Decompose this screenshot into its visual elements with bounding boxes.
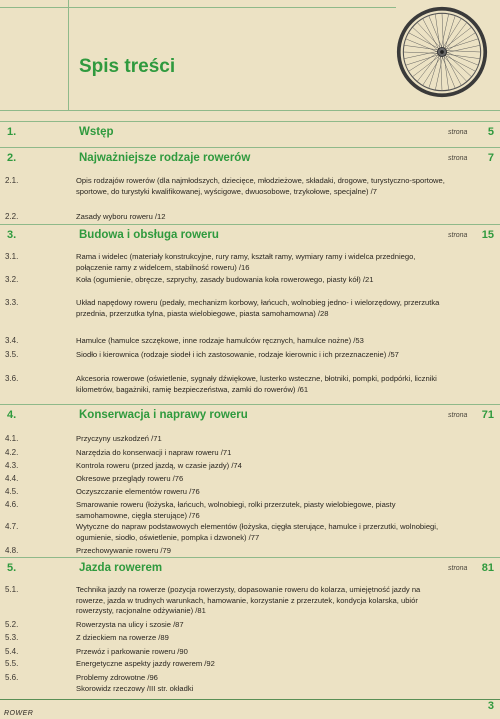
section-page-number: 5 bbox=[487, 126, 494, 138]
section-number: 4. bbox=[7, 409, 17, 421]
section-page-number: 71 bbox=[481, 409, 494, 421]
subsection-number: 4.8. bbox=[5, 546, 19, 555]
subsection-entry: Technika jazdy na rowerze (pozycja rowerzysty, dopasowanie roweru do kolarza, umiejętność jazdy na rowerze, jazda w trudnych warunkach, hamowanie, korzystanie z przerzutek, kondycja kolarska, ubiór rowerzysty, racjonalne odżywianie) /81 bbox=[76, 585, 421, 616]
section-divider bbox=[0, 557, 500, 558]
section-title: Budowa i obsługa roweru bbox=[79, 229, 219, 241]
subsection-entry: Opis rodzajów rowerów (dla najmłodszych, dziecięce, młodzieżowe, składaki, drogowe, turystyczno-sportowe, sportowe, do turystyki kwalifikowanej, wyścigowe, dwuosobowe, trzykołowe, specjalne) /7 bbox=[76, 176, 445, 196]
subsection-number: 3.5. bbox=[5, 350, 19, 359]
subsection-number: 3.4. bbox=[5, 336, 19, 345]
subsection-number: 5.2. bbox=[5, 620, 19, 629]
subsection-number: 4.5. bbox=[5, 487, 19, 496]
subsection-entry: Oczyszczanie elementów roweru /76 bbox=[76, 487, 200, 496]
subsection-number: 3.3. bbox=[5, 298, 19, 307]
section-title: Wstęp bbox=[79, 126, 114, 138]
subsection-entry: Narzędzia do konserwacji i napraw roweru /71 bbox=[76, 448, 232, 457]
subsection-entry: Przewóz i parkowanie roweru /90 bbox=[76, 647, 188, 656]
section-number: 3. bbox=[7, 229, 17, 241]
subsection-entry: Energetyczne aspekty jazdy rowerem /92 bbox=[76, 659, 215, 668]
subsection-entry: Akcesoria rowerowe (oświetlenie, sygnały dźwiękowe, lusterko wsteczne, błotniki, pompki, podpórki, liczniki kilometrów, bagażniki, ramię bezpieczeństwa, zamki do rowerów) /61 bbox=[76, 374, 437, 394]
subsection-entry: Smarowanie roweru (łożyska, łańcuch, wolnobiegi, rolki przerzutek, piasty wielobiegowe, piasty samohamowne, cięgła sterujące) /76 bbox=[76, 500, 396, 520]
subsection-entry: Rama i widelec (materiały konstrukcyjne, rury ramy, kształt ramy, wymiary ramy i widelca przedniego, połączenie ramy z widelcem, stabilność roweru) /16 bbox=[76, 252, 416, 272]
section-divider bbox=[0, 121, 500, 122]
header-top-rule bbox=[0, 7, 396, 8]
section-divider bbox=[0, 147, 500, 148]
section-number: 5. bbox=[7, 562, 17, 574]
subsection-entry: Przechowywanie roweru /79 bbox=[76, 546, 171, 555]
subsection-number: 2.2. bbox=[5, 212, 19, 221]
subsection-entry: Wytyczne do napraw podstawowych elementów (łożyska, cięgła sterujące, hamulce i przerzutki, wolnobiegi, ogumienie, siodło, oświetlenie, pompka i dzwonek) /77 bbox=[76, 522, 439, 542]
section-page-number: 81 bbox=[481, 562, 494, 574]
section-title: Konserwacja i naprawy roweru bbox=[79, 409, 248, 421]
bicycle-wheel-icon bbox=[396, 6, 488, 98]
page-label: strona bbox=[448, 565, 468, 572]
subsection-number: 4.2. bbox=[5, 448, 19, 457]
subsection-entry: Przyczyny uszkodzeń /71 bbox=[76, 434, 162, 443]
subsection-entry: Okresowe przeglądy roweru /76 bbox=[76, 474, 184, 483]
subsection-entry: Skorowidz rzeczowy /III str. okładki bbox=[76, 684, 194, 693]
page-label: strona bbox=[448, 232, 468, 239]
subsection-entry: Siodło i kierownica (rodzaje siodeł i ich zastosowanie, rodzaje kierownic i ich przeznaczenie) /57 bbox=[76, 350, 399, 359]
section-title: Jazda rowerem bbox=[79, 562, 163, 574]
subsection-number: 2.1. bbox=[5, 176, 19, 185]
page-label: strona bbox=[448, 129, 468, 136]
subsection-entry: Z dzieckiem na rowerze /89 bbox=[76, 633, 169, 642]
subsection-number: 3.1. bbox=[5, 252, 19, 261]
page-label: strona bbox=[448, 155, 468, 162]
subsection-number: 5.4. bbox=[5, 647, 19, 656]
subsection-number: 3.6. bbox=[5, 374, 19, 383]
subsection-number: 4.4. bbox=[5, 474, 19, 483]
section-title: Najważniejsze rodzaje rowerów bbox=[79, 152, 251, 164]
subsection-entry: Problemy zdrowotne /96 bbox=[76, 673, 158, 682]
subsection-number: 4.6. bbox=[5, 500, 19, 509]
footer-label: ROWER bbox=[4, 710, 34, 717]
subsection-entry: Hamulce (hamulce szczękowe, inne rodzaje hamulców ręcznych, hamulce nożne) /53 bbox=[76, 336, 364, 345]
section-divider bbox=[0, 404, 500, 405]
header-vertical-rule bbox=[68, 0, 69, 110]
subsection-number: 5.6. bbox=[5, 673, 19, 682]
subsection-entry: Koła (ogumienie, obręcze, szprychy, zasady budowania koła rowerowego, piasty kół) /21 bbox=[76, 275, 374, 284]
page-title: Spis treści bbox=[79, 56, 176, 77]
section-page-number: 15 bbox=[481, 229, 494, 241]
subsection-number: 5.3. bbox=[5, 633, 19, 642]
section-number: 2. bbox=[7, 152, 17, 164]
subsection-number: 4.3. bbox=[5, 461, 19, 470]
footer-rule bbox=[0, 699, 500, 700]
header-bottom-rule bbox=[0, 110, 500, 111]
section-number: 1. bbox=[7, 126, 17, 138]
section-page-number: 7 bbox=[487, 152, 494, 164]
subsection-number: 3.2. bbox=[5, 275, 19, 284]
subsection-entry: Zasady wyboru roweru /12 bbox=[76, 212, 166, 221]
footer-page-number: 3 bbox=[487, 700, 494, 712]
subsection-entry: Układ napędowy roweru (pedały, mechanizm korbowy, łańcuch, wolnobieg jedno- i wielorzędowy, przerzutka przednia, przerzutka tylna, piasta wielobiegowe, piasta samohamowna) /28 bbox=[76, 298, 440, 318]
page-label: strona bbox=[448, 412, 468, 419]
subsection-number: 4.1. bbox=[5, 434, 19, 443]
subsection-number: 5.5. bbox=[5, 659, 19, 668]
subsection-entry: Kontrola roweru (przed jazdą, w czasie jazdy) /74 bbox=[76, 461, 242, 470]
subsection-number: 4.7. bbox=[5, 522, 19, 531]
subsection-number: 5.1. bbox=[5, 585, 19, 594]
subsection-entry: Rowerzysta na ulicy i szosie /87 bbox=[76, 620, 184, 629]
section-divider bbox=[0, 224, 500, 225]
